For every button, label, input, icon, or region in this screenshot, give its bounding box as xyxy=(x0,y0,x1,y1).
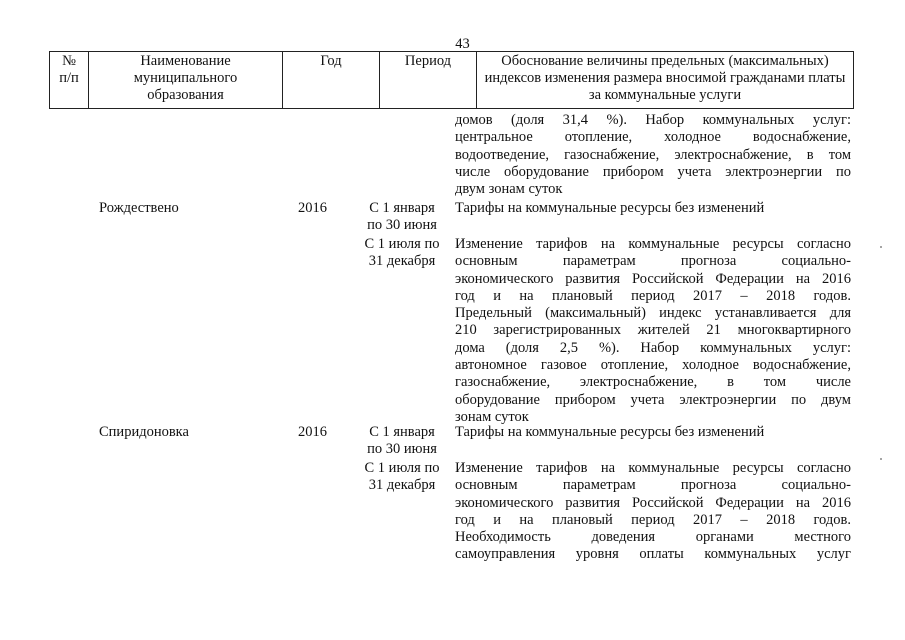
header-col-number-line2: п/п xyxy=(59,70,79,86)
header-col-period xyxy=(380,52,477,108)
municipality-name: Рождествено xyxy=(99,200,179,216)
tariff-text-first-half xyxy=(455,200,851,217)
header-col-justification xyxy=(477,52,853,108)
period-line: С 1 июля по xyxy=(364,236,440,252)
header-col-number xyxy=(50,52,89,108)
period-line: С 1 июля по xyxy=(364,460,440,476)
period-line: С 1 января xyxy=(369,424,435,440)
period-line: 31 декабря xyxy=(368,253,436,270)
period-line: 31 декабря xyxy=(368,477,436,494)
row-year: 2016 xyxy=(298,200,327,216)
municipality-name: Спиридоновка xyxy=(99,424,189,440)
tariff-line: Изменение тарифов на коммунальные ресурсы согласно xyxy=(455,236,851,252)
period-line: по 30 июня xyxy=(367,441,437,458)
tariff-line: экономического развития Российской Федерации на 2016 xyxy=(455,494,851,511)
tariff-text-first-half xyxy=(455,424,851,441)
table-header xyxy=(49,51,854,109)
scan-speck xyxy=(880,458,882,460)
page-number: 43 xyxy=(455,36,470,52)
continuation-line: водоотведение, газоснабжение, электроснабжение, в том xyxy=(455,146,851,163)
period-first-half xyxy=(357,200,447,234)
header-col-municipality-line1: Наименование xyxy=(140,53,231,69)
header-col-period-label: Период xyxy=(404,53,452,69)
header-col-municipality-line2: муниципального xyxy=(133,70,238,86)
tariff-line: автономное газовое отопление, холодное водоснабжение, xyxy=(455,357,851,374)
header-col-justification-line1: Обоснование величины предельных (максимальных) xyxy=(501,53,829,69)
header-col-justification-line3: за коммунальные услуги xyxy=(588,87,742,103)
tariff-line: оборудование прибором учета электроэнергии по двум xyxy=(455,391,851,408)
tariff-line: дома (доля 2,5 %). Набор коммунальных услуг: xyxy=(455,339,851,356)
scan-speck xyxy=(880,246,882,248)
tariff-line: 210 зарегистрированных жителей 21 многоквартирного xyxy=(455,322,851,339)
header-col-municipality xyxy=(89,52,283,108)
header-col-municipality-line3: образования xyxy=(147,87,224,103)
continuation-text xyxy=(455,112,851,198)
period-second-half xyxy=(357,460,447,494)
continuation-line: двум зонам суток xyxy=(455,181,563,198)
tariff-line: основным параметрам прогноза социально- xyxy=(455,477,851,494)
tariff-line: Тарифы на коммунальные ресурсы без изменений xyxy=(455,424,765,440)
tariff-line: газоснабжение, электроснабжение, в том числе xyxy=(455,374,851,391)
tariff-text-second-half xyxy=(455,460,851,564)
header-col-year-label: Год xyxy=(320,53,342,69)
tariff-line: экономического развития Российской Федерации на 2016 xyxy=(455,270,851,287)
tariff-line: Предельный (максимальный) индекс устанавливается для xyxy=(455,305,851,322)
tariff-line: год и на плановый период 2017 – 2018 годов. xyxy=(455,287,851,304)
period-line: по 30 июня xyxy=(367,217,437,234)
period-second-half xyxy=(357,236,447,270)
tariff-line: основным параметрам прогноза социально- xyxy=(455,253,851,270)
tariff-line: зонам суток xyxy=(455,408,529,425)
header-col-year xyxy=(283,52,380,108)
period-line: С 1 января xyxy=(369,200,435,216)
header-col-justification-line2: индексов изменения размера вносимой гражданами платы xyxy=(484,70,846,86)
continuation-line: числе оборудование прибором учета электроэнергии по xyxy=(455,163,851,180)
continuation-line: домов (доля 31,4 %). Набор коммунальных услуг: xyxy=(455,112,851,128)
tariff-line: год и на плановый период 2017 – 2018 годов. xyxy=(455,511,851,528)
period-first-half xyxy=(357,424,447,458)
tariff-line: Необходимость доведения органами местного xyxy=(455,529,851,546)
tariff-line: Изменение тарифов на коммунальные ресурсы согласно xyxy=(455,460,851,476)
tariff-line: самоуправления уровня оплаты коммунальных услуг xyxy=(455,546,851,563)
continuation-line: центральное отопление, холодное водоснабжение, xyxy=(455,129,851,146)
tariff-line: Тарифы на коммунальные ресурсы без изменений xyxy=(455,200,765,216)
row-year: 2016 xyxy=(298,424,327,440)
tariff-text-second-half xyxy=(455,236,851,426)
header-col-number-line1: № xyxy=(62,53,76,69)
